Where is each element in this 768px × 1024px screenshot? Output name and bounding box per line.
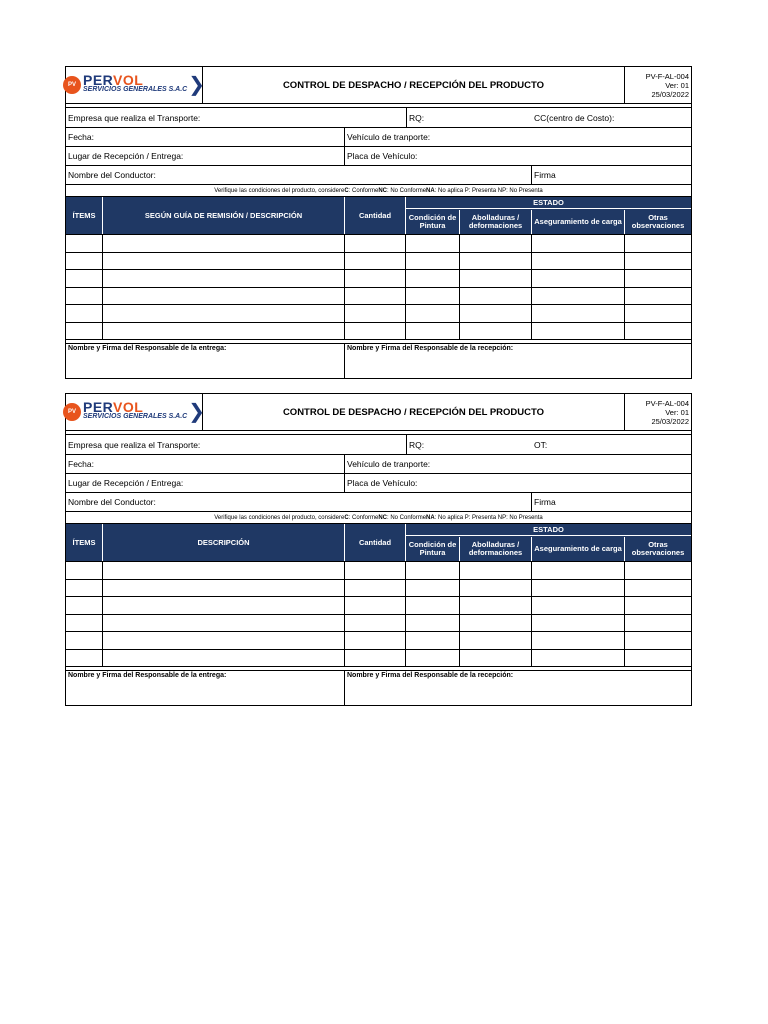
legend-row <box>66 512 691 524</box>
cell-aseguramiento[interactable] <box>532 305 625 322</box>
logo-badge-icon: PV <box>63 403 81 421</box>
table-row <box>66 270 691 288</box>
cell-cantidad[interactable] <box>345 323 406 340</box>
signature-recepcion-label: Nombre y Firma del Responsable de la recepción: <box>347 672 514 679</box>
cell-description[interactable] <box>103 253 345 270</box>
vehiculo-label: Vehículo de tranporte: <box>347 132 431 142</box>
cell-otras[interactable] <box>625 615 691 632</box>
fecha-label: Fecha: <box>68 132 94 142</box>
placa-label: Placa de Vehículo: <box>347 151 418 161</box>
cell-aseguramiento[interactable] <box>532 288 625 305</box>
legend-text <box>66 185 691 196</box>
lugar-label: Lugar de Recepción / Entrega: <box>68 151 184 161</box>
empresa-field[interactable] <box>66 435 406 454</box>
cell-cantidad[interactable] <box>345 305 406 322</box>
cell-items[interactable] <box>66 270 103 287</box>
cell-aseguramiento[interactable] <box>532 650 625 667</box>
cell-description[interactable] <box>103 235 345 252</box>
col-items: ÍTEMS <box>66 524 103 561</box>
cell-items[interactable] <box>66 305 103 322</box>
cell-otras[interactable] <box>625 597 691 614</box>
signature-entrega[interactable] <box>66 344 345 378</box>
cell-pintura[interactable] <box>406 597 460 614</box>
cell-abolladuras[interactable] <box>460 580 532 597</box>
cell-description[interactable] <box>103 270 345 287</box>
legend-c: C <box>344 187 349 194</box>
cell-aseguramiento[interactable] <box>532 270 625 287</box>
cell-items[interactable] <box>66 632 103 649</box>
document-date: 25/03/2022 <box>651 416 689 426</box>
cell-aseguramiento[interactable] <box>532 562 625 579</box>
cell-description[interactable] <box>103 615 345 632</box>
col-otras: Otras observaciones <box>625 537 691 561</box>
fecha-field[interactable] <box>66 128 344 146</box>
cell-pintura[interactable] <box>406 615 460 632</box>
date-row <box>66 128 691 147</box>
cell-cantidad[interactable] <box>345 288 406 305</box>
document-code: PV-F-AL-004 <box>645 71 689 81</box>
driver-row <box>66 166 691 185</box>
table-row <box>66 235 691 253</box>
table-row <box>66 562 691 580</box>
cell-items[interactable] <box>66 288 103 305</box>
legend-nc: NC <box>378 187 388 194</box>
cell-abolladuras[interactable] <box>460 305 532 322</box>
cell-pintura[interactable] <box>406 288 460 305</box>
cell-description[interactable] <box>103 305 345 322</box>
cell-items[interactable] <box>66 597 103 614</box>
empresa-label: Empresa que realiza el Transporte: <box>68 439 201 450</box>
cell-abolladuras[interactable] <box>460 615 532 632</box>
cell-abolladuras[interactable] <box>460 288 532 305</box>
form1-sheet <box>65 66 692 379</box>
cell-description[interactable] <box>103 632 345 649</box>
col-cantidad: Cantidad <box>345 197 406 234</box>
cc-field[interactable] <box>532 435 691 454</box>
legend-nc: NC <box>378 514 388 521</box>
legend-row <box>66 185 691 197</box>
table-row <box>66 323 691 341</box>
cell-description[interactable] <box>103 288 345 305</box>
logo-area <box>66 67 206 103</box>
cell-items[interactable] <box>66 253 103 270</box>
conductor-label: Nombre del Conductor: <box>68 497 156 507</box>
table-header <box>66 524 691 562</box>
conductor-field[interactable] <box>66 166 531 184</box>
cell-pintura[interactable] <box>406 235 460 252</box>
logo-word-vol: VOL <box>113 399 144 415</box>
cell-otras[interactable] <box>625 650 691 667</box>
cell-cantidad[interactable] <box>345 615 406 632</box>
cell-description[interactable] <box>103 323 345 340</box>
placa-field[interactable] <box>344 147 691 165</box>
form-header <box>66 67 691 104</box>
document-code: PV-F-AL-004 <box>645 398 689 408</box>
table-row <box>66 305 691 323</box>
cell-cantidad[interactable] <box>345 597 406 614</box>
firma-field[interactable] <box>531 166 691 184</box>
rq-field[interactable] <box>406 108 532 127</box>
legend-na: NA <box>426 187 435 194</box>
chevron-right-icon: ❯ <box>188 74 206 96</box>
cell-aseguramiento[interactable] <box>532 235 625 252</box>
cell-pintura[interactable] <box>406 305 460 322</box>
rq-field[interactable] <box>406 435 532 454</box>
placa-field[interactable] <box>344 474 691 492</box>
legend-text <box>66 512 691 523</box>
col-abolladuras: Abolladuras / deformaciones <box>460 537 532 561</box>
cell-aseguramiento[interactable] <box>532 597 625 614</box>
document-code-block <box>624 394 691 430</box>
cell-items[interactable] <box>66 580 103 597</box>
col-pintura: Condición de Pintura <box>406 210 460 234</box>
rq-label: RQ: <box>409 439 425 450</box>
cc-label: CC(centro de Costo): <box>534 112 615 123</box>
cell-abolladuras[interactable] <box>460 235 532 252</box>
cell-aseguramiento[interactable] <box>532 632 625 649</box>
company-logo <box>63 72 206 96</box>
cell-cantidad[interactable] <box>345 235 406 252</box>
legend-nc-text: : No Conforme <box>387 187 427 194</box>
lugar-field[interactable] <box>66 474 344 492</box>
table-row <box>66 615 691 633</box>
rq-label: RQ: <box>409 112 425 123</box>
cell-cantidad[interactable] <box>345 580 406 597</box>
col-description: DESCRIPCIÓN <box>103 524 345 561</box>
form-title: CONTROL DE DESPACHO / RECEPCIÓN DEL PRODUCTO <box>282 79 545 91</box>
empresa-field[interactable] <box>66 108 406 127</box>
cell-abolladuras[interactable] <box>460 632 532 649</box>
cell-pintura[interactable] <box>406 562 460 579</box>
col-cantidad: Cantidad <box>345 524 406 561</box>
cell-pintura[interactable] <box>406 253 460 270</box>
col-abolladuras: Abolladuras / deformaciones <box>460 210 532 234</box>
table-row <box>66 597 691 615</box>
cell-description[interactable] <box>103 650 345 667</box>
signature-recepcion[interactable] <box>345 344 691 378</box>
cell-pintura[interactable] <box>406 650 460 667</box>
table-row <box>66 632 691 650</box>
logo-word-per: PER <box>83 72 114 88</box>
fecha-field[interactable] <box>66 455 344 473</box>
legend-c: C <box>344 514 349 521</box>
legend-na-text: : No aplica P: Presenta NP: No Presenta <box>434 514 543 521</box>
chevron-right-icon: ❯ <box>188 401 206 423</box>
col-otras: Otras observaciones <box>625 210 691 234</box>
legend-na-text: : No aplica P: Presenta NP: No Presenta <box>434 187 543 194</box>
cell-items[interactable] <box>66 650 103 667</box>
table-row <box>66 253 691 271</box>
document-version: Ver: 01 <box>665 407 689 417</box>
signature-entrega-label: Nombre y Firma del Responsable de la entrega: <box>68 345 227 352</box>
cell-description[interactable] <box>103 580 345 597</box>
document-date: 25/03/2022 <box>651 89 689 99</box>
signature-entrega[interactable] <box>66 671 345 705</box>
cell-cantidad[interactable] <box>345 632 406 649</box>
logo-badge-icon: PV <box>63 76 81 94</box>
firma-label: Firma <box>534 170 556 180</box>
cell-otras[interactable] <box>625 580 691 597</box>
logo-word-vol: VOL <box>113 72 144 88</box>
signature-row <box>66 344 691 378</box>
legend-na: NA <box>426 514 435 521</box>
logo-subtitle: SERVICIOS GENERALES S.A.C <box>83 413 188 420</box>
form2-sheet <box>65 393 692 706</box>
cell-pintura[interactable] <box>406 632 460 649</box>
lugar-field[interactable] <box>66 147 344 165</box>
cell-abolladuras[interactable] <box>460 597 532 614</box>
col-aseguramiento: Aseguramiento de carga <box>532 210 625 234</box>
col-estado: ESTADO <box>406 524 691 536</box>
signature-row <box>66 671 691 705</box>
driver-row <box>66 493 691 512</box>
cell-otras[interactable] <box>625 323 691 340</box>
cell-aseguramiento[interactable] <box>532 580 625 597</box>
cell-pintura[interactable] <box>406 323 460 340</box>
cell-items[interactable] <box>66 615 103 632</box>
signature-recepcion-label: Nombre y Firma del Responsable de la recepción: <box>347 345 514 352</box>
cell-aseguramiento[interactable] <box>532 615 625 632</box>
col-description: SEGÚN GUÍA DE REMISIÓN / DESCRIPCIÓN <box>103 197 345 234</box>
form-header <box>66 394 691 431</box>
transport-row <box>66 108 691 128</box>
cell-otras[interactable] <box>625 235 691 252</box>
cell-pintura[interactable] <box>406 580 460 597</box>
cell-items[interactable] <box>66 562 103 579</box>
document-code-block <box>624 67 691 103</box>
transport-row <box>66 435 691 455</box>
firma-field[interactable] <box>531 493 691 511</box>
signature-recepcion[interactable] <box>345 671 691 705</box>
legend-c-text: : Conforme <box>348 187 379 194</box>
cell-abolladuras[interactable] <box>460 650 532 667</box>
table-row <box>66 650 691 668</box>
cell-otras[interactable] <box>625 305 691 322</box>
col-estado: ESTADO <box>406 197 691 209</box>
cell-cantidad[interactable] <box>345 253 406 270</box>
place-row <box>66 474 691 493</box>
firma-label: Firma <box>534 497 556 507</box>
logo-word-per: PER <box>83 399 114 415</box>
date-row <box>66 455 691 474</box>
table-header <box>66 197 691 235</box>
cell-abolladuras[interactable] <box>460 270 532 287</box>
cell-cantidad[interactable] <box>345 650 406 667</box>
cell-cantidad[interactable] <box>345 270 406 287</box>
legend-prefix: Verifique las condiciones del producto, considere <box>214 514 345 521</box>
cell-aseguramiento[interactable] <box>532 323 625 340</box>
form-title: CONTROL DE DESPACHO / RECEPCIÓN DEL PRODUCTO <box>282 406 545 418</box>
cc-field[interactable] <box>532 108 691 127</box>
vehiculo-label: Vehículo de tranporte: <box>347 459 431 469</box>
cell-otras[interactable] <box>625 253 691 270</box>
place-row <box>66 147 691 166</box>
cell-description[interactable] <box>103 597 345 614</box>
cell-abolladuras[interactable] <box>460 253 532 270</box>
cell-otras[interactable] <box>625 288 691 305</box>
cell-items[interactable] <box>66 235 103 252</box>
logo-subtitle: SERVICIOS GENERALES S.A.C <box>83 86 188 93</box>
cell-pintura[interactable] <box>406 270 460 287</box>
legend-prefix: Verifique las condiciones del producto, considere <box>214 187 345 194</box>
lugar-label: Lugar de Recepción / Entrega: <box>68 478 184 488</box>
col-items: ÍTEMS <box>66 197 103 234</box>
document-version: Ver: 01 <box>665 80 689 90</box>
col-aseguramiento: Aseguramiento de carga <box>532 537 625 561</box>
signature-entrega-label: Nombre y Firma del Responsable de la entrega: <box>68 672 227 679</box>
cell-items[interactable] <box>66 323 103 340</box>
legend-nc-text: : No Conforme <box>387 514 427 521</box>
vehiculo-field[interactable] <box>344 128 691 146</box>
placa-label: Placa de Vehículo: <box>347 478 418 488</box>
table-row <box>66 288 691 306</box>
table-row <box>66 580 691 598</box>
col-pintura: Condición de Pintura <box>406 537 460 561</box>
cell-otras[interactable] <box>625 562 691 579</box>
cell-otras[interactable] <box>625 270 691 287</box>
conductor-field[interactable] <box>66 493 531 511</box>
vehiculo-field[interactable] <box>344 455 691 473</box>
logo-area <box>66 394 206 430</box>
fecha-label: Fecha: <box>68 459 94 469</box>
cell-abolladuras[interactable] <box>460 323 532 340</box>
cell-abolladuras[interactable] <box>460 562 532 579</box>
cell-aseguramiento[interactable] <box>532 253 625 270</box>
empresa-label: Empresa que realiza el Transporte: <box>68 112 201 123</box>
legend-c-text: : Conforme <box>348 514 379 521</box>
conductor-label: Nombre del Conductor: <box>68 170 156 180</box>
cell-description[interactable] <box>103 562 345 579</box>
cc-label: OT: <box>534 439 548 450</box>
company-logo <box>63 399 206 423</box>
cell-cantidad[interactable] <box>345 562 406 579</box>
cell-otras[interactable] <box>625 632 691 649</box>
